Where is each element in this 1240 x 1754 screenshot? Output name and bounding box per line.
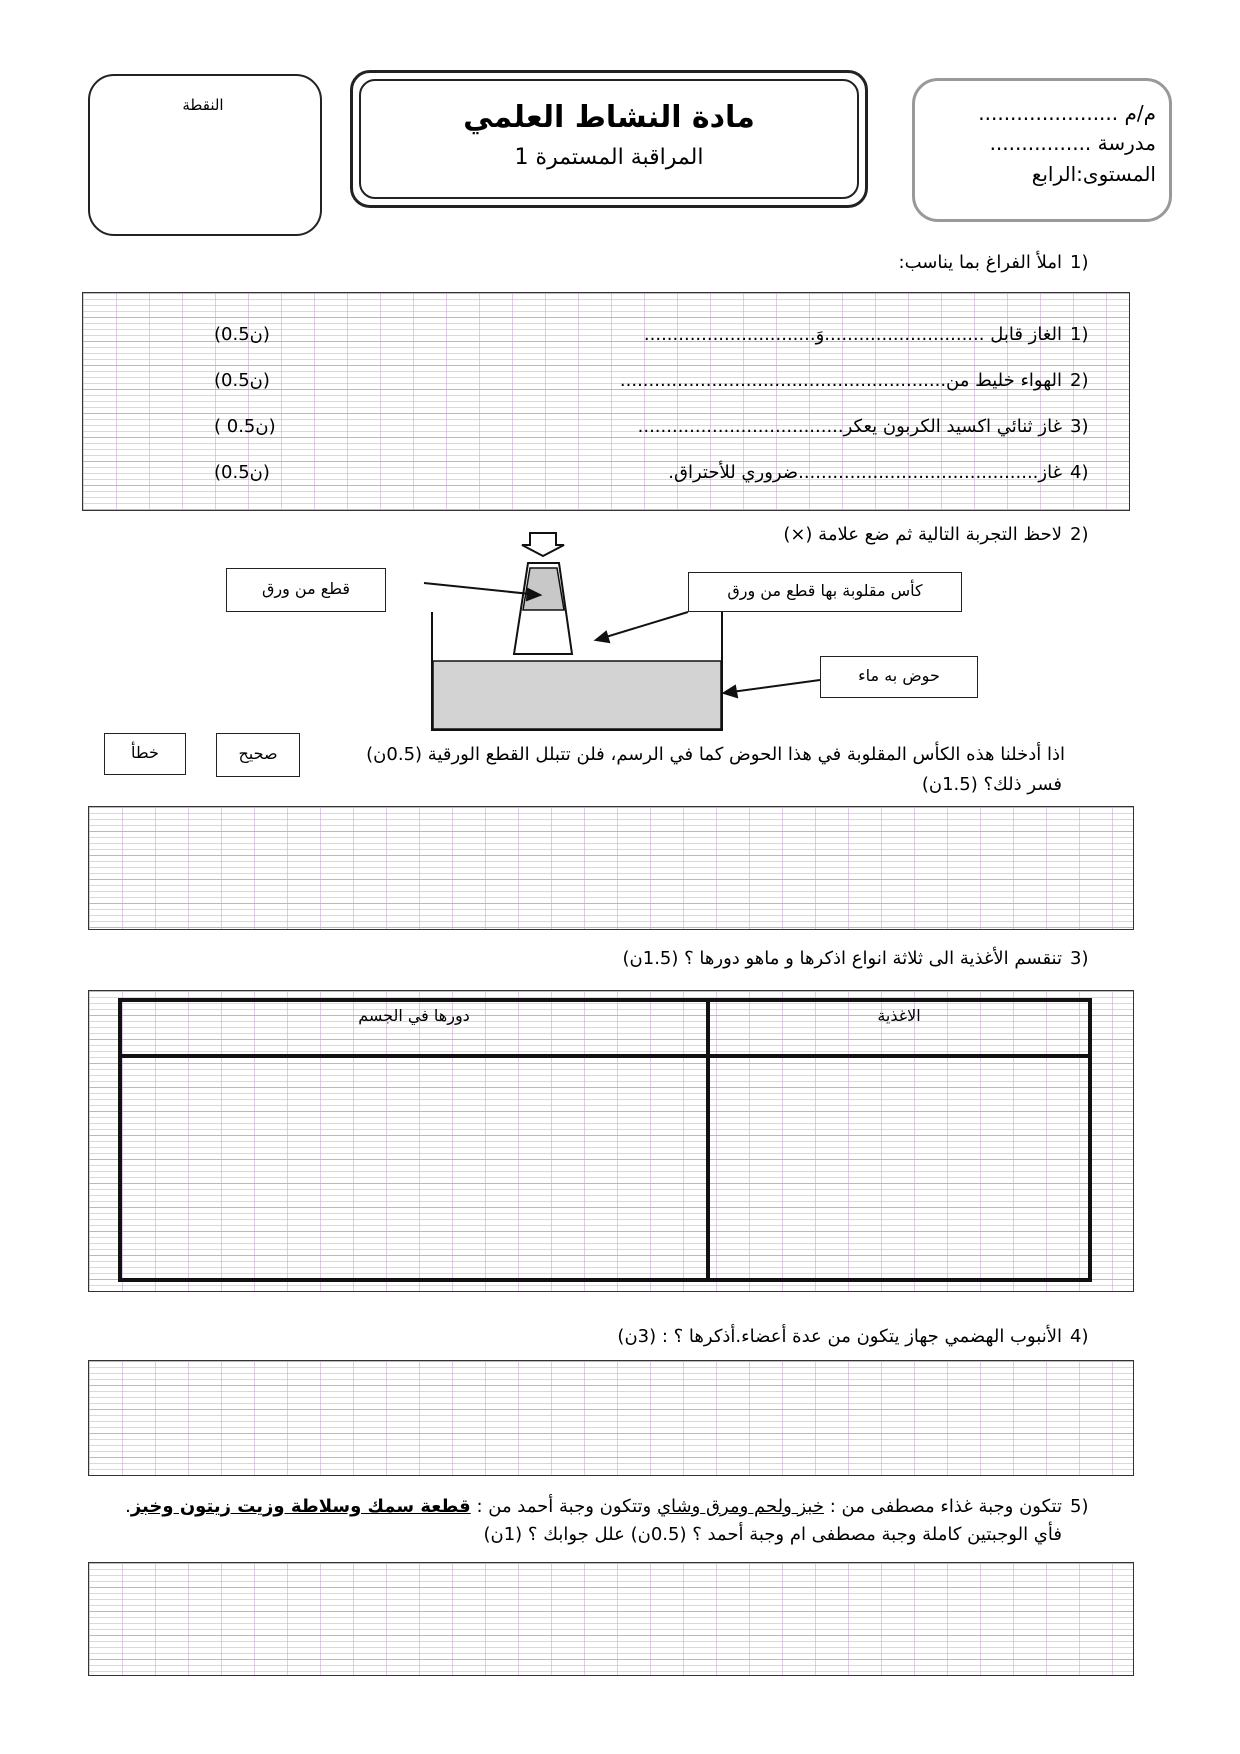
q4-instruction: الأنبوب الهضمي جهاز يتكون من عدة أعضاء.أذكرها ؟ : (3ن) <box>617 1326 1062 1347</box>
q1-item-3-points: ( 0.5ن) <box>214 416 276 437</box>
q2-explain: فسر ذلك؟ (1.5ن) <box>921 774 1062 795</box>
q1-item-4-number: 4) <box>1070 462 1089 483</box>
q1-instruction: املأ الفراغ بما يناسب: <box>898 252 1062 273</box>
food-types-cell[interactable] <box>708 1056 1090 1280</box>
q1-number: 1) <box>1070 252 1089 273</box>
school-line: مدرسة ................ <box>989 131 1156 155</box>
label-basin: حوض به ماء <box>820 656 978 698</box>
water-basin <box>432 612 722 730</box>
label-paper: قطع من ورق <box>226 568 386 612</box>
q3-number: 3) <box>1070 948 1089 969</box>
exam-title: المراقبة المستمرة 1 <box>514 145 704 170</box>
q4-answer-area[interactable] <box>88 1360 1134 1476</box>
press-arrow-icon <box>522 533 564 556</box>
label-glass: كأس مقلوبة بها قطع من ورق <box>688 572 962 612</box>
q1-item-4-points: (0.5ن) <box>214 462 270 483</box>
food-types-header: الاغذية <box>708 1000 1090 1056</box>
q1-item-1-points: (0.5ن) <box>214 324 270 345</box>
q5-answer-area[interactable] <box>88 1562 1134 1676</box>
q5-line2: فأي الوجبتين كاملة وجبة مصطفى ام وجبة أحمد ؟ (0.5ن) علل جوابك ؟ (1ن) <box>483 1524 1062 1545</box>
q1-item-3-text[interactable]: غاز ثنائي اكسيد الكربون يعكر.................................... <box>637 416 1062 437</box>
q1-item-4-text[interactable]: غاز..........................................ضروري للأحتراق. <box>668 462 1062 483</box>
level-line: المستوى:الرابع <box>1031 162 1156 186</box>
teacher-line: م/م ...................... <box>978 101 1156 125</box>
mustafa-meal: خبز ولحم ومرق وشاي <box>656 1496 824 1517</box>
q2-statement: اذا أدخلنا هذه الكأس المقلوبة في هذا الحوض كما في الرسم، فلن تتبلل القطع الورقية (0.5ن) <box>366 744 1065 765</box>
q5-line1: تتكون وجبة غذاء مصطفى من : خبز ولحم ومرق وشاي وتتكون وجبة أحمد من : قطعة سمك وسلاطة وزيت زيتون وخبز. <box>125 1496 1062 1517</box>
q1-item-2-points: (0.5ن) <box>214 370 270 391</box>
q2-number: 2) <box>1070 524 1089 545</box>
food-role-cell[interactable] <box>120 1056 708 1280</box>
q5-number: 5) <box>1070 1496 1089 1517</box>
q1-item-1-text[interactable]: الغاز قابل ............................وَ.............................. <box>643 324 1062 345</box>
q3-instruction: تنقسم الأغذية الى ثلاثة انواع اذكرها و ماهو دورها ؟ (1.5ن) <box>622 948 1062 969</box>
q4-number: 4) <box>1070 1326 1089 1347</box>
food-table <box>118 998 1092 1282</box>
title-frame-inner <box>359 79 859 199</box>
false-checkbox[interactable]: خطأ <box>104 733 186 775</box>
q1-item-1-number: 1) <box>1070 324 1089 345</box>
q2-instruction: لاحظ التجربة التالية ثم ضع علامة (×) <box>783 524 1062 545</box>
subject-title: مادة النشاط العلمي <box>463 100 755 135</box>
q1-item-2-text[interactable]: الهواء خليط من......................................................... <box>619 370 1062 391</box>
experiment-diagram <box>0 520 1240 745</box>
q1-item-2-number: 2) <box>1070 370 1089 391</box>
true-checkbox[interactable]: صحيح <box>216 733 300 777</box>
q1-item-3-number: 3) <box>1070 416 1089 437</box>
q2-answer-area[interactable] <box>88 806 1134 930</box>
grade-label: النقطة <box>182 96 224 114</box>
inverted-glass <box>514 563 572 654</box>
food-role-header: دورها في الجسم <box>120 1000 708 1056</box>
ahmed-meal: قطعة سمك وسلاطة وزيت زيتون وخبز <box>130 1496 471 1517</box>
